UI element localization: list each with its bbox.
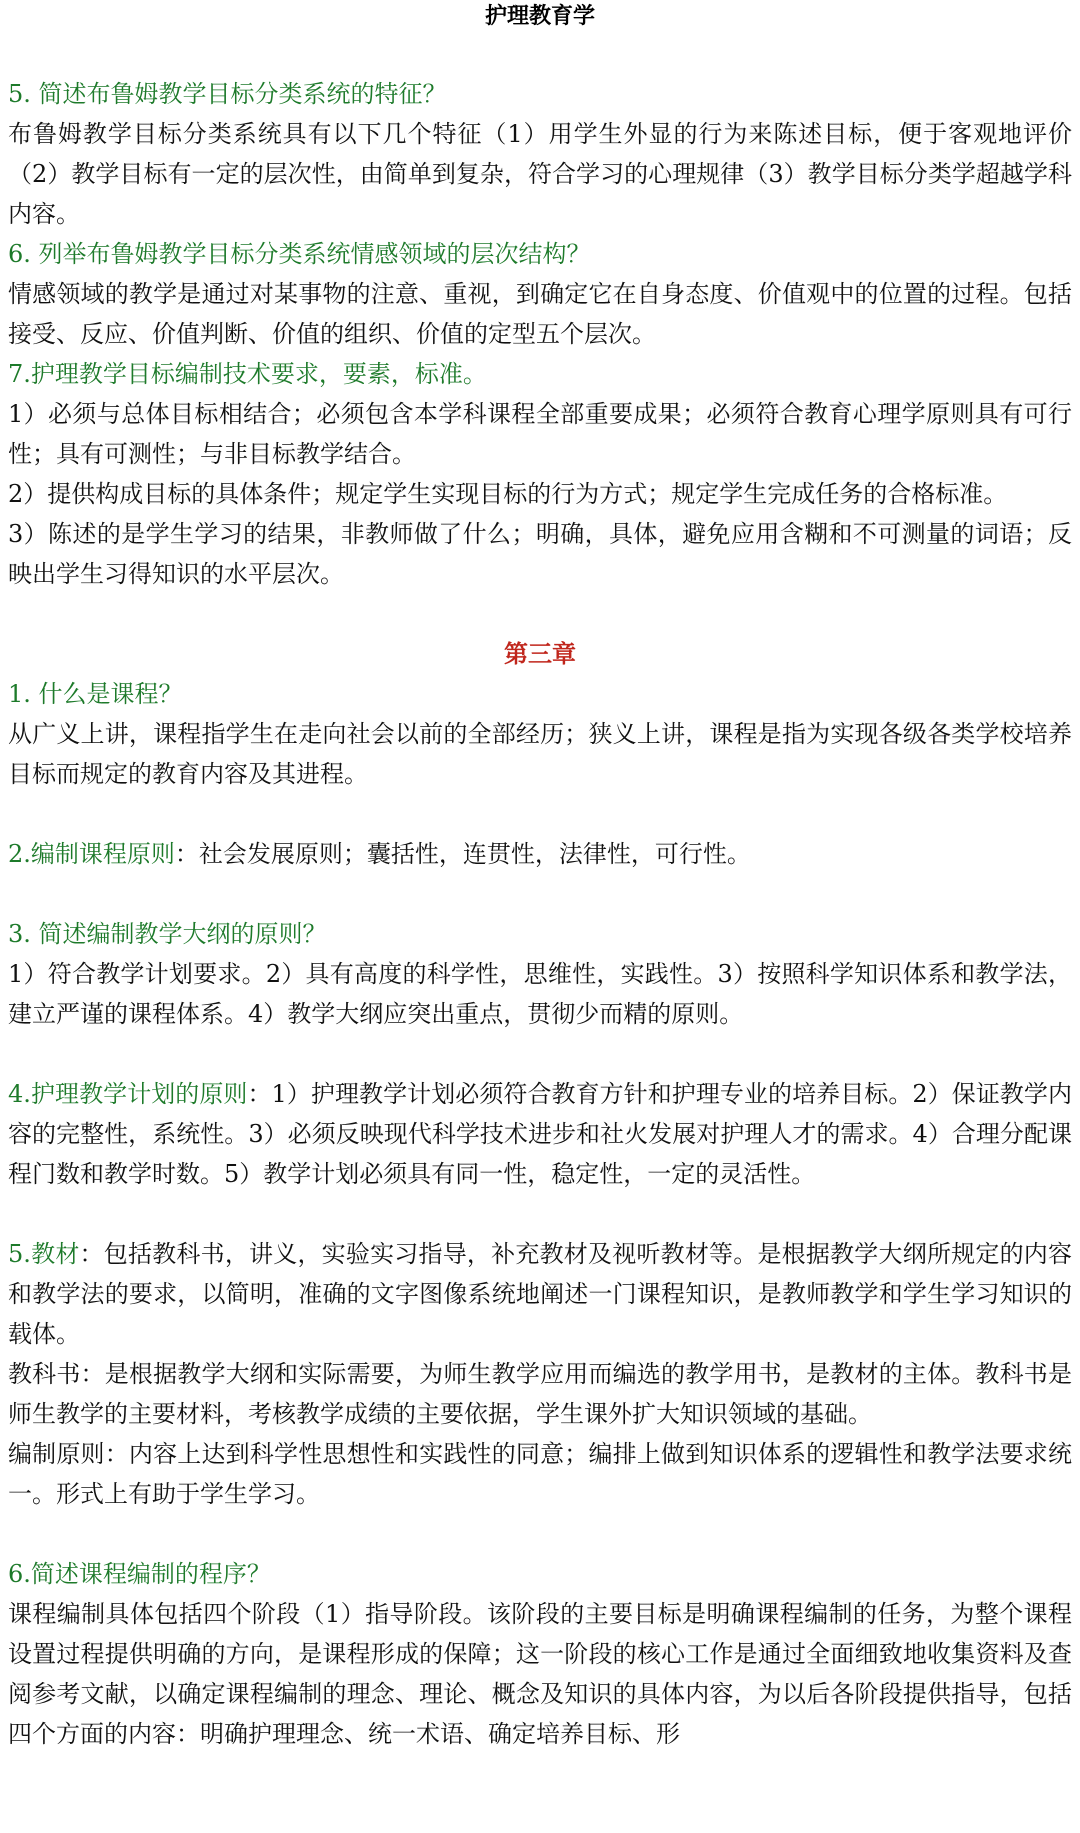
answer-paragraph: 课程编制具体包括四个阶段（1）指导阶段。该阶段的主要目标是明确课程编制的任务，为整个课程设置过程提供明确的方向，是课程形成的保障；这一阶段的核心工作是通过全面细致地收集资料及查阅参考文献，以确定课程编制的理念、理论、概念及知识的具体内容，为以后各阶段提供指导，包括四个方面的内容：明确护理理念、统一术语、确定培养目标、形 <box>8 1600 1072 1748</box>
answer-paragraph: 3）陈述的是学生学习的结果，非教师做了什么；明确，具体，避免应用含糊和不可测量的词语；反映出学生习得知识的水平层次。 <box>8 520 1072 588</box>
inline-question: 2.编制课程原则 <box>8 840 175 868</box>
answer-paragraph: 布鲁姆教学目标分类系统具有以下几个特征（1）用学生外显的行为来陈述目标，便于客观地评价（2）教学目标有一定的层次性，由简单到复杂，符合学习的心理规律（3）教学目标分类学超越学科内容。 <box>8 120 1072 228</box>
question-heading: 3. 简述编制教学大纲的原则？ <box>8 920 327 948</box>
answer-paragraph: 从广义上讲，课程指学生在走向社会以前的全部经历；狭义上讲，课程是指为实现各级各类学校培养目标而规定的教育内容及其进程。 <box>8 720 1072 788</box>
chapter-heading: 第三章 <box>504 640 576 668</box>
chapter-section-q3 <box>8 914 1072 1034</box>
chapter-section-q4 <box>8 1074 1072 1194</box>
question-heading: 5. 简述布鲁姆教学目标分类系统的特征？ <box>8 80 447 108</box>
answer-paragraph: 编制原则：内容上达到科学性思想性和实践性的同意；编排上做到知识体系的逻辑性和教学法要求统一。形式上有助于学生学习。 <box>8 1440 1072 1508</box>
spacer <box>8 794 1072 834</box>
inline-answer: ：社会发展原则；囊括性，连贯性，法律性，可行性。 <box>174 840 751 868</box>
inline-question: 5.教材 <box>8 1240 80 1268</box>
answer-paragraph <box>8 1234 1072 1354</box>
spacer <box>8 874 1072 914</box>
question-heading: 6.简述课程编制的程序？ <box>8 1560 271 1588</box>
answer-paragraph: 2）提供构成目标的具体条件；规定学生实现目标的行为方式；规定学生完成任务的合格标准。 <box>8 480 1008 508</box>
spacer <box>8 594 1072 634</box>
answer-paragraph <box>8 834 1072 874</box>
inline-answer: ：1）护理教学计划必须符合教育方针和护理专业的培养目标。2）保证教学内容的完整性，系统性。3）必须反映现代科学技术进步和社火发展对护理人才的需求。4）合理分配课程门数和教学时数。5）教学计划必须具有同一性，稳定性，一定的灵活性。 <box>8 1080 1072 1188</box>
answer-paragraph: 教科书：是根据教学大纲和实际需要，为师生教学应用而编选的教学用书，是教材的主体。教科书是师生教学的主要材料，考核教学成绩的主要依据，学生课外扩大知识领域的基础。 <box>8 1360 1072 1428</box>
answer-paragraph: 1）必须与总体目标相结合；必须包含本学科课程全部重要成果；必须符合教育心理学原则具有可行性；具有可测性；与非目标教学结合。 <box>8 400 1072 468</box>
answer-paragraph: 1）符合教学计划要求。2）具有高度的科学性，思维性，实践性。3）按照科学知识体系和教学法，建立严谨的课程体系。4）教学大纲应突出重点，贯彻少而精的原则。 <box>8 960 1072 1028</box>
spacer <box>8 1514 1072 1554</box>
chapter-section-q5 <box>8 1234 1072 1514</box>
section-q6 <box>8 234 1072 354</box>
question-heading: 7.护理教学目标编制技术要求，要素，标准。 <box>8 360 487 388</box>
chapter-section-q6 <box>8 1554 1072 1754</box>
chapter-section-q2 <box>8 834 1072 874</box>
section-q7 <box>8 354 1072 594</box>
section-q5 <box>8 74 1072 234</box>
inline-answer: ：包括教科书，讲义，实验实习指导，补充教材及视听教材等。是根据教学大纲所规定的内容和教学法的要求，以简明，准确的文字图像系统地阐述一门课程知识，是教师教学和学生学习知识的载体。 <box>8 1240 1073 1348</box>
question-heading: 6. 列举布鲁姆教学目标分类系统情感领域的层次结构？ <box>8 240 591 268</box>
spacer <box>8 1194 1072 1234</box>
question-heading: 1. 什么是课程？ <box>8 680 183 708</box>
chapter-section-q1 <box>8 674 1072 794</box>
inline-question: 4.护理教学计划的原则 <box>8 1080 248 1108</box>
answer-paragraph <box>8 1074 1072 1194</box>
document-title: 护理教育学 <box>484 4 595 29</box>
answer-paragraph: 情感领域的教学是通过对某事物的注意、重视，到确定它在自身态度、价值观中的位置的过程。包括接受、反应、价值判断、价值的组织、价值的定型五个层次。 <box>8 280 1072 348</box>
spacer <box>8 1034 1072 1074</box>
